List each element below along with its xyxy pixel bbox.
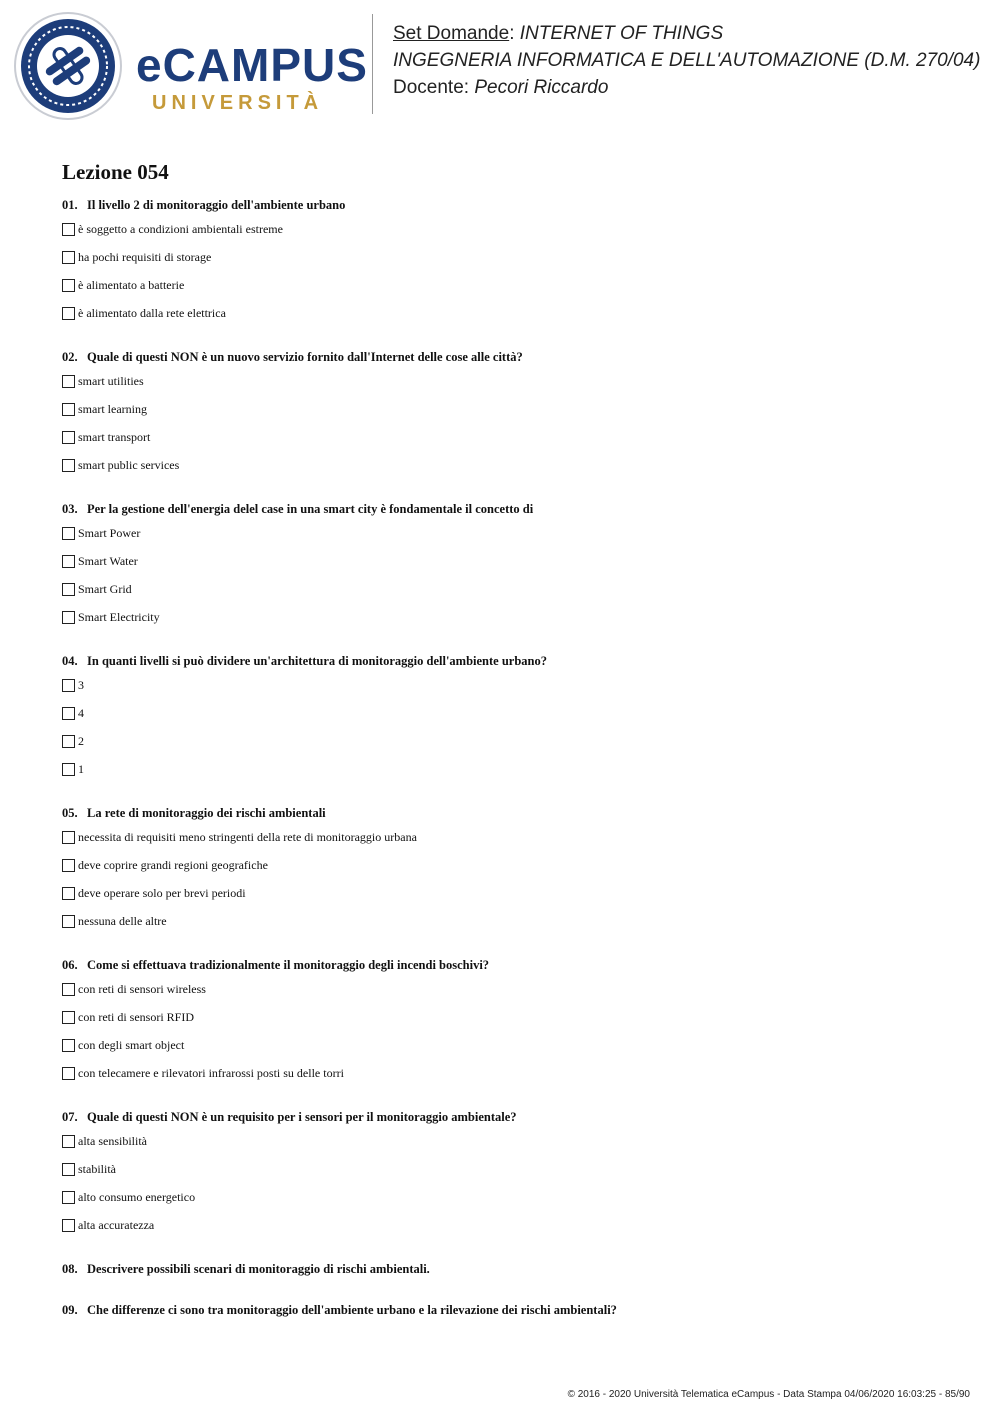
question-prompt: La rete di monitoraggio dei rischi ambientali: [87, 806, 326, 820]
answer-label: alta accuratezza: [78, 1217, 155, 1232]
ecampus-logo: [12, 12, 368, 120]
open-question: [62, 1260, 962, 1279]
question-prompt: Il livello 2 di monitoraggio dell'ambiente urbano: [87, 198, 346, 212]
answer-checkbox[interactable]: [62, 583, 75, 596]
answer-option[interactable]: [62, 575, 962, 603]
answer-checkbox[interactable]: [62, 1135, 75, 1148]
question: [62, 348, 962, 479]
answer-checkbox[interactable]: [62, 403, 75, 416]
answer-label: con degli smart object: [78, 1037, 185, 1052]
answer-checkbox[interactable]: [62, 915, 75, 928]
set-label: Set Domande: [393, 23, 510, 44]
answer-label: nessuna delle altre: [78, 913, 167, 928]
answer-option[interactable]: [62, 1155, 962, 1183]
answer-checkbox[interactable]: [62, 983, 75, 996]
answer-option[interactable]: [62, 699, 962, 727]
question: [62, 804, 962, 935]
answer-label: necessita di requisiti meno stringenti della rete di monitoraggio urbana: [78, 829, 417, 844]
answer-checkbox[interactable]: [62, 279, 75, 292]
question-prompt: Quale di questi NON è un nuovo servizio fornito dall'Internet delle cose alle città?: [87, 350, 523, 364]
answer-label: smart learning: [78, 401, 147, 416]
answer-option[interactable]: [62, 243, 962, 271]
set-value: INTERNET OF THINGS: [519, 23, 724, 44]
answer-label: ha pochi requisiti di storage: [78, 249, 212, 264]
answer-label: Smart Water: [78, 553, 138, 568]
answer-label: con reti di sensori RFID: [78, 1009, 194, 1024]
question: [62, 956, 962, 1087]
answer-option[interactable]: [62, 547, 962, 575]
answer-checkbox[interactable]: [62, 431, 75, 444]
answer-option[interactable]: [62, 271, 962, 299]
set-line: [393, 20, 980, 47]
answer-checkbox[interactable]: [62, 1219, 75, 1232]
question-prompt: Quale di questi NON è un requisito per i sensori per il monitoraggio ambientale?: [87, 1110, 517, 1124]
question-number: 08.: [62, 1262, 78, 1276]
answer-label: 3: [78, 677, 84, 692]
answer-label: smart utilities: [78, 373, 144, 388]
answer-label: 2: [78, 733, 84, 748]
answer-label: è alimentato dalla rete elettrica: [78, 305, 226, 320]
answer-checkbox[interactable]: [62, 611, 75, 624]
answer-checkbox[interactable]: [62, 223, 75, 236]
answer-label: alto consumo energetico: [78, 1189, 196, 1204]
answer-label: Smart Grid: [78, 581, 132, 596]
ecampus-emblem-icon: [12, 12, 124, 120]
question-text: [62, 500, 962, 519]
question-number: 02.: [62, 350, 78, 364]
question: [62, 652, 962, 783]
answer-checkbox[interactable]: [62, 251, 75, 264]
answer-checkbox[interactable]: [62, 887, 75, 900]
answer-checkbox[interactable]: [62, 679, 75, 692]
answer-label: deve operare solo per brevi periodi: [78, 885, 246, 900]
answer-checkbox[interactable]: [62, 555, 75, 568]
answer-checkbox[interactable]: [62, 307, 75, 320]
answer-label: smart public services: [78, 457, 180, 472]
question: [62, 196, 962, 327]
question-number: 09.: [62, 1303, 78, 1317]
answer-checkbox[interactable]: [62, 1067, 75, 1080]
answer-option[interactable]: [62, 755, 962, 783]
answer-option[interactable]: [62, 215, 962, 243]
answer-option[interactable]: [62, 823, 962, 851]
question: [62, 500, 962, 631]
answer-option[interactable]: [62, 299, 962, 327]
question-number: 03.: [62, 502, 78, 516]
answer-option[interactable]: [62, 727, 962, 755]
lesson-title: Lezione 054: [62, 160, 169, 184]
question-prompt: Che differenze ci sono tra monitoraggio dell'ambiente urbano e la rilevazione dei rischi ambientali?: [87, 1303, 617, 1317]
docente-line: [393, 74, 980, 101]
answer-option[interactable]: [62, 879, 962, 907]
answer-checkbox[interactable]: [62, 375, 75, 388]
question-text: [62, 956, 962, 975]
question-number: 04.: [62, 654, 78, 668]
page-header: [0, 0, 1000, 130]
answer-checkbox[interactable]: [62, 707, 75, 720]
answer-option[interactable]: [62, 367, 962, 395]
answer-label: alta sensibilità: [78, 1133, 147, 1148]
answer-checkbox[interactable]: [62, 1163, 75, 1176]
answer-checkbox[interactable]: [62, 735, 75, 748]
answer-label: Smart Power: [78, 525, 141, 540]
question-number: 01.: [62, 198, 78, 212]
answer-label: è soggetto a condizioni ambientali estreme: [78, 221, 283, 236]
answer-label: smart transport: [78, 429, 151, 444]
answer-option[interactable]: [62, 1031, 962, 1059]
answer-option[interactable]: [62, 1127, 962, 1155]
answer-option[interactable]: [62, 1183, 962, 1211]
answer-option[interactable]: [62, 907, 962, 935]
answer-option[interactable]: [62, 395, 962, 423]
answer-option[interactable]: [62, 1003, 962, 1031]
course-info: [393, 20, 980, 101]
answer-option[interactable]: [62, 451, 962, 479]
answer-option[interactable]: [62, 423, 962, 451]
header-divider: [372, 14, 373, 114]
course-name: INGEGNERIA INFORMATICA E DELL'AUTOMAZIONE (D.M. 270/04): [393, 50, 981, 71]
question-text: [62, 1108, 962, 1127]
question-prompt: Per la gestione dell'energia delel case in una smart city è fondamentale il concetto di: [87, 502, 534, 516]
answer-label: è alimentato a batterie: [78, 277, 185, 292]
question-text: [62, 1260, 962, 1279]
answer-option[interactable]: [62, 851, 962, 879]
answer-checkbox[interactable]: [62, 1191, 75, 1204]
answer-checkbox[interactable]: [62, 527, 75, 540]
question-number: 05.: [62, 806, 78, 820]
answer-label: con telecamere e rilevatori infrarossi posti su delle torri: [78, 1065, 344, 1080]
answer-option[interactable]: [62, 603, 962, 631]
answer-option[interactable]: [62, 671, 962, 699]
answer-checkbox[interactable]: [62, 1039, 75, 1052]
answer-label: 1: [78, 761, 84, 776]
answer-option[interactable]: [62, 1211, 962, 1239]
question-prompt: In quanti livelli si può dividere un'architettura di monitoraggio dell'ambiente urbano?: [87, 654, 548, 668]
answer-checkbox[interactable]: [62, 1011, 75, 1024]
page-footer: © 2016 - 2020 Università Telematica eCampus - Data Stampa 04/06/2020 16:03:25 - 85/90: [567, 1389, 970, 1400]
answer-label: stabilità: [78, 1161, 116, 1176]
answer-label: Smart Electricity: [78, 609, 160, 624]
question-text: [62, 196, 962, 215]
answer-option[interactable]: [62, 975, 962, 1003]
question-prompt: Come si effettuava tradizionalmente il monitoraggio degli incendi boschivi?: [87, 958, 490, 972]
docente-label: Docente:: [393, 77, 475, 98]
brand-name: eCAMPUS: [136, 39, 368, 91]
question-text: [62, 652, 962, 671]
open-question: [62, 1301, 962, 1320]
course-line: [393, 47, 980, 74]
question-number: 06.: [62, 958, 78, 972]
docente-name: Pecori Riccardo: [474, 77, 609, 98]
answer-label: con reti di sensori wireless: [78, 981, 206, 996]
question-text: [62, 1301, 962, 1320]
question-number: 07.: [62, 1110, 78, 1124]
answer-checkbox[interactable]: [62, 459, 75, 472]
answer-option[interactable]: [62, 1059, 962, 1087]
question: [62, 1108, 962, 1239]
question-text: [62, 804, 962, 823]
question-text: [62, 348, 962, 367]
answer-label: 4: [78, 705, 84, 720]
question-list: [62, 196, 962, 1342]
brand-subtitle: UNIVERSITÀ: [152, 92, 324, 114]
set-separator: :: [509, 23, 520, 44]
question-prompt: Descrivere possibili scenari di monitoraggio di rischi ambientali.: [87, 1262, 430, 1276]
brand-text: [136, 39, 368, 115]
answer-checkbox[interactable]: [62, 763, 75, 776]
answer-checkbox[interactable]: [62, 859, 75, 872]
answer-label: deve coprire grandi regioni geografiche: [78, 857, 268, 872]
answer-checkbox[interactable]: [62, 831, 75, 844]
answer-option[interactable]: [62, 519, 962, 547]
